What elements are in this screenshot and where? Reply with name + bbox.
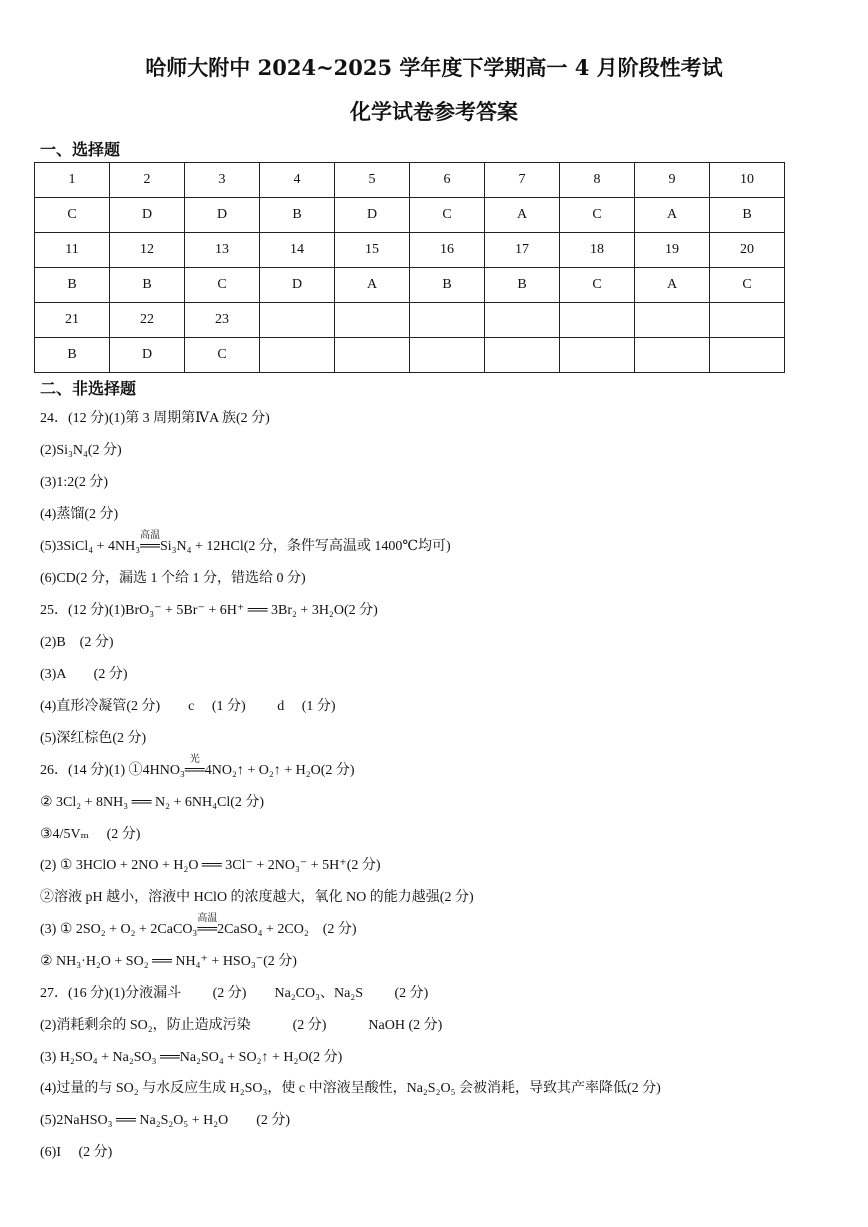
- question-number-cell: [710, 303, 785, 338]
- question-number-cell: 6: [410, 163, 485, 198]
- q24-part4: (4)蒸馏(2 分): [40, 507, 119, 522]
- q25-part1: 25．(12 分)(1)BrO₃⁻ + 5Br⁻ + 6H⁺ ══ 3Br₂ + 3H₂O(2 分): [40, 603, 378, 618]
- section-choice-heading: 一、选择题: [40, 140, 121, 159]
- q27-part4: (4)过量的与 SO₂ 与水反应生成 H₂SO₃，使 c 中溶液呈酸性，Na₂S₂O₅ 会被消耗，导致其产率降低(2 分): [40, 1081, 661, 1096]
- q24-part2: (2)Si₃N₄(2 分): [40, 443, 122, 458]
- q25-part5: (5)深红棕色(2 分): [40, 731, 147, 746]
- answer-row: [35, 338, 785, 373]
- question-number-cell: 10: [710, 163, 785, 198]
- q25-part3: (3)A (2 分): [40, 667, 128, 682]
- q26-part2: ② 3Cl₂ + 8NH₃ ══ N₂ + 6NH₄Cl(2 分): [40, 795, 265, 810]
- exam-subtitle: 化学试卷参考答案: [350, 99, 518, 124]
- question-number-cell: 13: [185, 233, 260, 268]
- answer-cell: D: [110, 338, 185, 373]
- question-number-cell: [635, 303, 710, 338]
- q26-part1: 26．(14 分)(1) ①4HNO₃ 光 ══4NO₂↑ + O₂↑ + H₂O(2 分): [40, 754, 355, 778]
- answer-cell: B: [260, 198, 335, 233]
- answer-cell: C: [185, 268, 260, 303]
- question-number-cell: 20: [710, 233, 785, 268]
- q26-part6: (3) ① 2SO₂ + O₂ + 2CaCO₃ 高温 ══2CaSO₄ + 2CO₂ (2 分): [40, 913, 357, 937]
- q26-part3: ③4/5Vₘ (2 分): [40, 827, 141, 842]
- q27-part3: (3) H₂SO₄ + Na₂SO₃ ══Na₂SO₄ + SO₂↑ + H₂O(2 分): [40, 1050, 343, 1065]
- answer-cell: A: [335, 268, 410, 303]
- answer-cell: B: [110, 268, 185, 303]
- answer-cell: B: [710, 198, 785, 233]
- reaction-condition: 高温 ══: [197, 913, 218, 937]
- question-number-cell: [560, 303, 635, 338]
- q24-part3: (3)1:2(2 分): [40, 475, 109, 490]
- q25-part4: (4)直形冷凝管(2 分) c (1 分) d (1 分): [40, 699, 336, 714]
- q26-part5: ②溶液 pH 越小，溶液中 HClO 的浓度越大，氧化 NO 的能力越强(2 分): [40, 890, 474, 905]
- question-number-cell: [260, 303, 335, 338]
- answer-cell: D: [335, 198, 410, 233]
- answer-cell: [710, 338, 785, 373]
- q27-part5: (5)2NaHSO₃ ══ Na₂S₂O₅ + H₂O (2 分): [40, 1113, 291, 1128]
- question-number-row: [35, 303, 785, 338]
- answer-cell: C: [560, 198, 635, 233]
- question-number-cell: 18: [560, 233, 635, 268]
- reaction-condition: 高温 ══: [140, 530, 161, 554]
- reaction-condition: 光 ══: [184, 754, 205, 778]
- answer-row: [35, 268, 785, 303]
- q27-part1: 27．(16 分)(1)分液漏斗 (2 分) Na₂CO₃、Na₂S (2 分): [40, 986, 429, 1001]
- question-number-cell: 14: [260, 233, 335, 268]
- question-number-cell: 2: [110, 163, 185, 198]
- q24-part5: (5)3SiCl₄ + 4NH₃ 高温 ══Si₃N₄ + 12HCl(2 分，条件写高温或 1400℃均可): [40, 530, 451, 554]
- q27-part6: (6)I (2 分): [40, 1145, 113, 1160]
- question-number-cell: 3: [185, 163, 260, 198]
- answer-cell: [635, 338, 710, 373]
- choice-answer-table: [34, 162, 785, 373]
- answer-cell: C: [35, 198, 110, 233]
- answer-cell: [410, 338, 485, 373]
- question-number-cell: 4: [260, 163, 335, 198]
- answer-cell: B: [485, 268, 560, 303]
- answer-row: [35, 198, 785, 233]
- question-number-cell: 17: [485, 233, 560, 268]
- question-number-cell: 5: [335, 163, 410, 198]
- answer-cell: D: [185, 198, 260, 233]
- answer-cell: B: [410, 268, 485, 303]
- section-nonchoice-heading: 二、非选择题: [40, 379, 137, 398]
- question-number-cell: [485, 303, 560, 338]
- question-number-row: [35, 163, 785, 198]
- question-number-cell: 1: [35, 163, 110, 198]
- answer-cell: C: [560, 268, 635, 303]
- question-number-cell: 15: [335, 233, 410, 268]
- q24-part1: 24．(12 分)(1)第 3 周期第ⅣA 族(2 分): [40, 411, 270, 426]
- question-number-cell: 11: [35, 233, 110, 268]
- question-number-cell: 8: [560, 163, 635, 198]
- answer-cell: A: [485, 198, 560, 233]
- answer-cell: [260, 338, 335, 373]
- question-number-cell: 9: [635, 163, 710, 198]
- question-number-cell: 21: [35, 303, 110, 338]
- question-number-cell: 23: [185, 303, 260, 338]
- question-number-cell: 12: [110, 233, 185, 268]
- question-number-cell: [335, 303, 410, 338]
- question-number-cell: [410, 303, 485, 338]
- q24-part6: (6)CD(2 分，漏选 1 个给 1 分，错选给 0 分): [40, 571, 306, 586]
- answer-cell: B: [35, 268, 110, 303]
- question-number-row: [35, 233, 785, 268]
- q26-part4: (2) ① 3HClO + 2NO + H₂O ══ 3Cl⁻ + 2NO₃⁻ + 5H⁺(2 分): [40, 858, 381, 873]
- answer-cell: [485, 338, 560, 373]
- answer-cell: B: [35, 338, 110, 373]
- question-number-cell: 22: [110, 303, 185, 338]
- q26-part7: ② NH₃·H₂O + SO₂ ══ NH₄⁺ + HSO₃⁻(2 分): [40, 954, 297, 969]
- exam-title: 哈师大附中 2024~2025 学年度下学期高一 4 月阶段性考试: [145, 55, 723, 80]
- answer-cell: A: [635, 198, 710, 233]
- answer-cell: C: [185, 338, 260, 373]
- answer-cell: D: [260, 268, 335, 303]
- answer-cell: [560, 338, 635, 373]
- question-number-cell: 19: [635, 233, 710, 268]
- answer-cell: A: [635, 268, 710, 303]
- answer-cell: C: [410, 198, 485, 233]
- answer-cell: D: [110, 198, 185, 233]
- question-number-cell: 16: [410, 233, 485, 268]
- question-number-cell: 7: [485, 163, 560, 198]
- q25-part2: (2)B (2 分): [40, 635, 114, 650]
- q27-part2: (2)消耗剩余的 SO₂，防止造成污染 (2 分) NaOH (2 分): [40, 1018, 443, 1033]
- answer-cell: [335, 338, 410, 373]
- answer-cell: C: [710, 268, 785, 303]
